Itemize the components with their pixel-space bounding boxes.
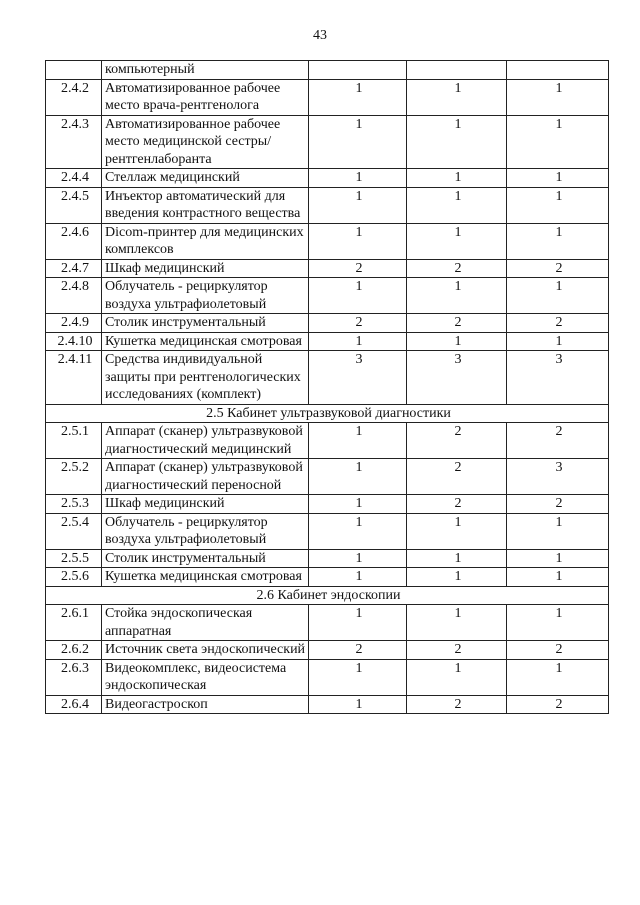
item-name: Видеокомплекс, видеосистема эндоскопическая [102, 659, 309, 695]
quantity-col-2: 1 [407, 332, 507, 351]
quantity-col-3: 2 [507, 641, 609, 660]
item-name: Аппарат (сканер) ультразвуковой диагностический медицинский [102, 423, 309, 459]
quantity-col-2: 1 [407, 605, 507, 641]
table-row [46, 278, 609, 314]
table-row [46, 223, 609, 259]
item-name: Облучатель - рециркулятор воздуха ультрафиолетовый [102, 278, 309, 314]
quantity-col-2 [407, 61, 507, 80]
quantity-col-1: 3 [309, 351, 407, 405]
quantity-col-3: 1 [507, 223, 609, 259]
item-name: Стойка эндоскопическая аппаратная [102, 605, 309, 641]
item-number: 2.5.2 [46, 459, 102, 495]
item-name: Кушетка медицинская смотровая [102, 568, 309, 587]
item-number: 2.4.11 [46, 351, 102, 405]
quantity-col-1: 1 [309, 568, 407, 587]
quantity-col-2: 1 [407, 187, 507, 223]
table-row [46, 61, 609, 80]
item-number: 2.4.3 [46, 115, 102, 169]
table-row [46, 169, 609, 188]
quantity-col-3: 1 [507, 549, 609, 568]
table-row [46, 351, 609, 405]
item-name: Автоматизированное рабочее место медицинской сестры/рентгенлаборанта [102, 115, 309, 169]
quantity-col-2: 1 [407, 549, 507, 568]
item-number: 2.4.6 [46, 223, 102, 259]
equipment-table-body [46, 61, 609, 714]
quantity-col-2: 2 [407, 641, 507, 660]
page-number: 43 [313, 28, 327, 43]
item-name: Видеогастроскоп [102, 695, 309, 714]
quantity-col-2: 1 [407, 115, 507, 169]
quantity-col-2: 2 [407, 495, 507, 514]
table-row [46, 513, 609, 549]
item-number: 2.5.6 [46, 568, 102, 587]
quantity-col-1 [309, 61, 407, 80]
item-name: Стеллаж медицинский [102, 169, 309, 188]
item-number [46, 61, 102, 80]
quantity-col-3: 1 [507, 115, 609, 169]
quantity-col-1: 2 [309, 259, 407, 278]
section-header-row [46, 586, 609, 605]
quantity-col-2: 1 [407, 79, 507, 115]
quantity-col-3: 1 [507, 659, 609, 695]
quantity-col-2: 2 [407, 259, 507, 278]
quantity-col-3: 1 [507, 605, 609, 641]
table-row [46, 459, 609, 495]
item-name: Шкаф медицинский [102, 259, 309, 278]
quantity-col-1: 1 [309, 459, 407, 495]
item-number: 2.6.3 [46, 659, 102, 695]
quantity-col-1: 1 [309, 549, 407, 568]
quantity-col-1: 1 [309, 115, 407, 169]
quantity-col-3: 1 [507, 278, 609, 314]
item-name: Столик инструментальный [102, 549, 309, 568]
quantity-col-3 [507, 61, 609, 80]
quantity-col-1: 1 [309, 605, 407, 641]
quantity-col-3: 1 [507, 513, 609, 549]
quantity-col-1: 1 [309, 169, 407, 188]
table-row [46, 332, 609, 351]
item-name: Средства индивидуальной защиты при рентгенологических исследованиях (комплект) [102, 351, 309, 405]
item-name: Dicom-принтер для медицинских комплексов [102, 223, 309, 259]
quantity-col-1: 2 [309, 314, 407, 333]
quantity-col-1: 1 [309, 278, 407, 314]
item-name: Облучатель - рециркулятор воздуха ультрафиолетовый [102, 513, 309, 549]
quantity-col-2: 2 [407, 423, 507, 459]
quantity-col-2: 1 [407, 223, 507, 259]
item-name: Автоматизированное рабочее место врача-рентгенолога [102, 79, 309, 115]
item-number: 2.4.2 [46, 79, 102, 115]
quantity-col-2: 1 [407, 513, 507, 549]
table-row [46, 79, 609, 115]
quantity-col-3: 2 [507, 259, 609, 278]
item-number: 2.6.1 [46, 605, 102, 641]
item-number: 2.6.4 [46, 695, 102, 714]
item-number: 2.5.5 [46, 549, 102, 568]
quantity-col-2: 2 [407, 695, 507, 714]
item-name: Столик инструментальный [102, 314, 309, 333]
quantity-col-1: 1 [309, 423, 407, 459]
quantity-col-3: 1 [507, 169, 609, 188]
quantity-col-3: 3 [507, 351, 609, 405]
section-header-row [46, 404, 609, 423]
table-row [46, 495, 609, 514]
quantity-col-3: 2 [507, 495, 609, 514]
item-number: 2.4.7 [46, 259, 102, 278]
table-row [46, 423, 609, 459]
quantity-col-3: 2 [507, 423, 609, 459]
table-row [46, 549, 609, 568]
quantity-col-3: 1 [507, 568, 609, 587]
quantity-col-3: 1 [507, 332, 609, 351]
item-number: 2.5.4 [46, 513, 102, 549]
quantity-col-1: 1 [309, 513, 407, 549]
section-title: 2.6 Кабинет эндоскопии [46, 586, 609, 605]
quantity-col-1: 1 [309, 79, 407, 115]
item-number: 2.4.4 [46, 169, 102, 188]
item-number: 2.5.3 [46, 495, 102, 514]
table-row [46, 259, 609, 278]
table-row [46, 659, 609, 695]
quantity-col-2: 2 [407, 459, 507, 495]
quantity-col-1: 1 [309, 659, 407, 695]
quantity-col-1: 1 [309, 223, 407, 259]
table-row [46, 314, 609, 333]
item-name: Кушетка медицинская смотровая [102, 332, 309, 351]
quantity-col-3: 3 [507, 459, 609, 495]
table-row [46, 187, 609, 223]
item-name: Шкаф медицинский [102, 495, 309, 514]
item-name: Аппарат (сканер) ультразвуковой диагностический переносной [102, 459, 309, 495]
item-name: Инъектор автоматический для введения контрастного вещества [102, 187, 309, 223]
quantity-col-2: 2 [407, 314, 507, 333]
quantity-col-2: 1 [407, 659, 507, 695]
table-row [46, 605, 609, 641]
quantity-col-2: 1 [407, 278, 507, 314]
item-number: 2.4.10 [46, 332, 102, 351]
quantity-col-2: 1 [407, 568, 507, 587]
table-row [46, 695, 609, 714]
item-number: 2.4.8 [46, 278, 102, 314]
item-number: 2.4.9 [46, 314, 102, 333]
quantity-col-3: 1 [507, 187, 609, 223]
quantity-col-2: 3 [407, 351, 507, 405]
quantity-col-1: 2 [309, 641, 407, 660]
item-name: Источник света эндоскопический [102, 641, 309, 660]
quantity-col-2: 1 [407, 169, 507, 188]
item-number: 2.5.1 [46, 423, 102, 459]
section-title: 2.5 Кабинет ультразвуковой диагностики [46, 404, 609, 423]
quantity-col-1: 1 [309, 332, 407, 351]
quantity-col-3: 2 [507, 314, 609, 333]
quantity-col-1: 1 [309, 187, 407, 223]
quantity-col-3: 2 [507, 695, 609, 714]
item-name: компьютерный [102, 61, 309, 80]
quantity-col-3: 1 [507, 79, 609, 115]
item-number: 2.6.2 [46, 641, 102, 660]
table-row [46, 568, 609, 587]
quantity-col-1: 1 [309, 495, 407, 514]
table-row [46, 641, 609, 660]
item-number: 2.4.5 [46, 187, 102, 223]
table-row [46, 115, 609, 169]
equipment-table [45, 60, 609, 714]
quantity-col-1: 1 [309, 695, 407, 714]
